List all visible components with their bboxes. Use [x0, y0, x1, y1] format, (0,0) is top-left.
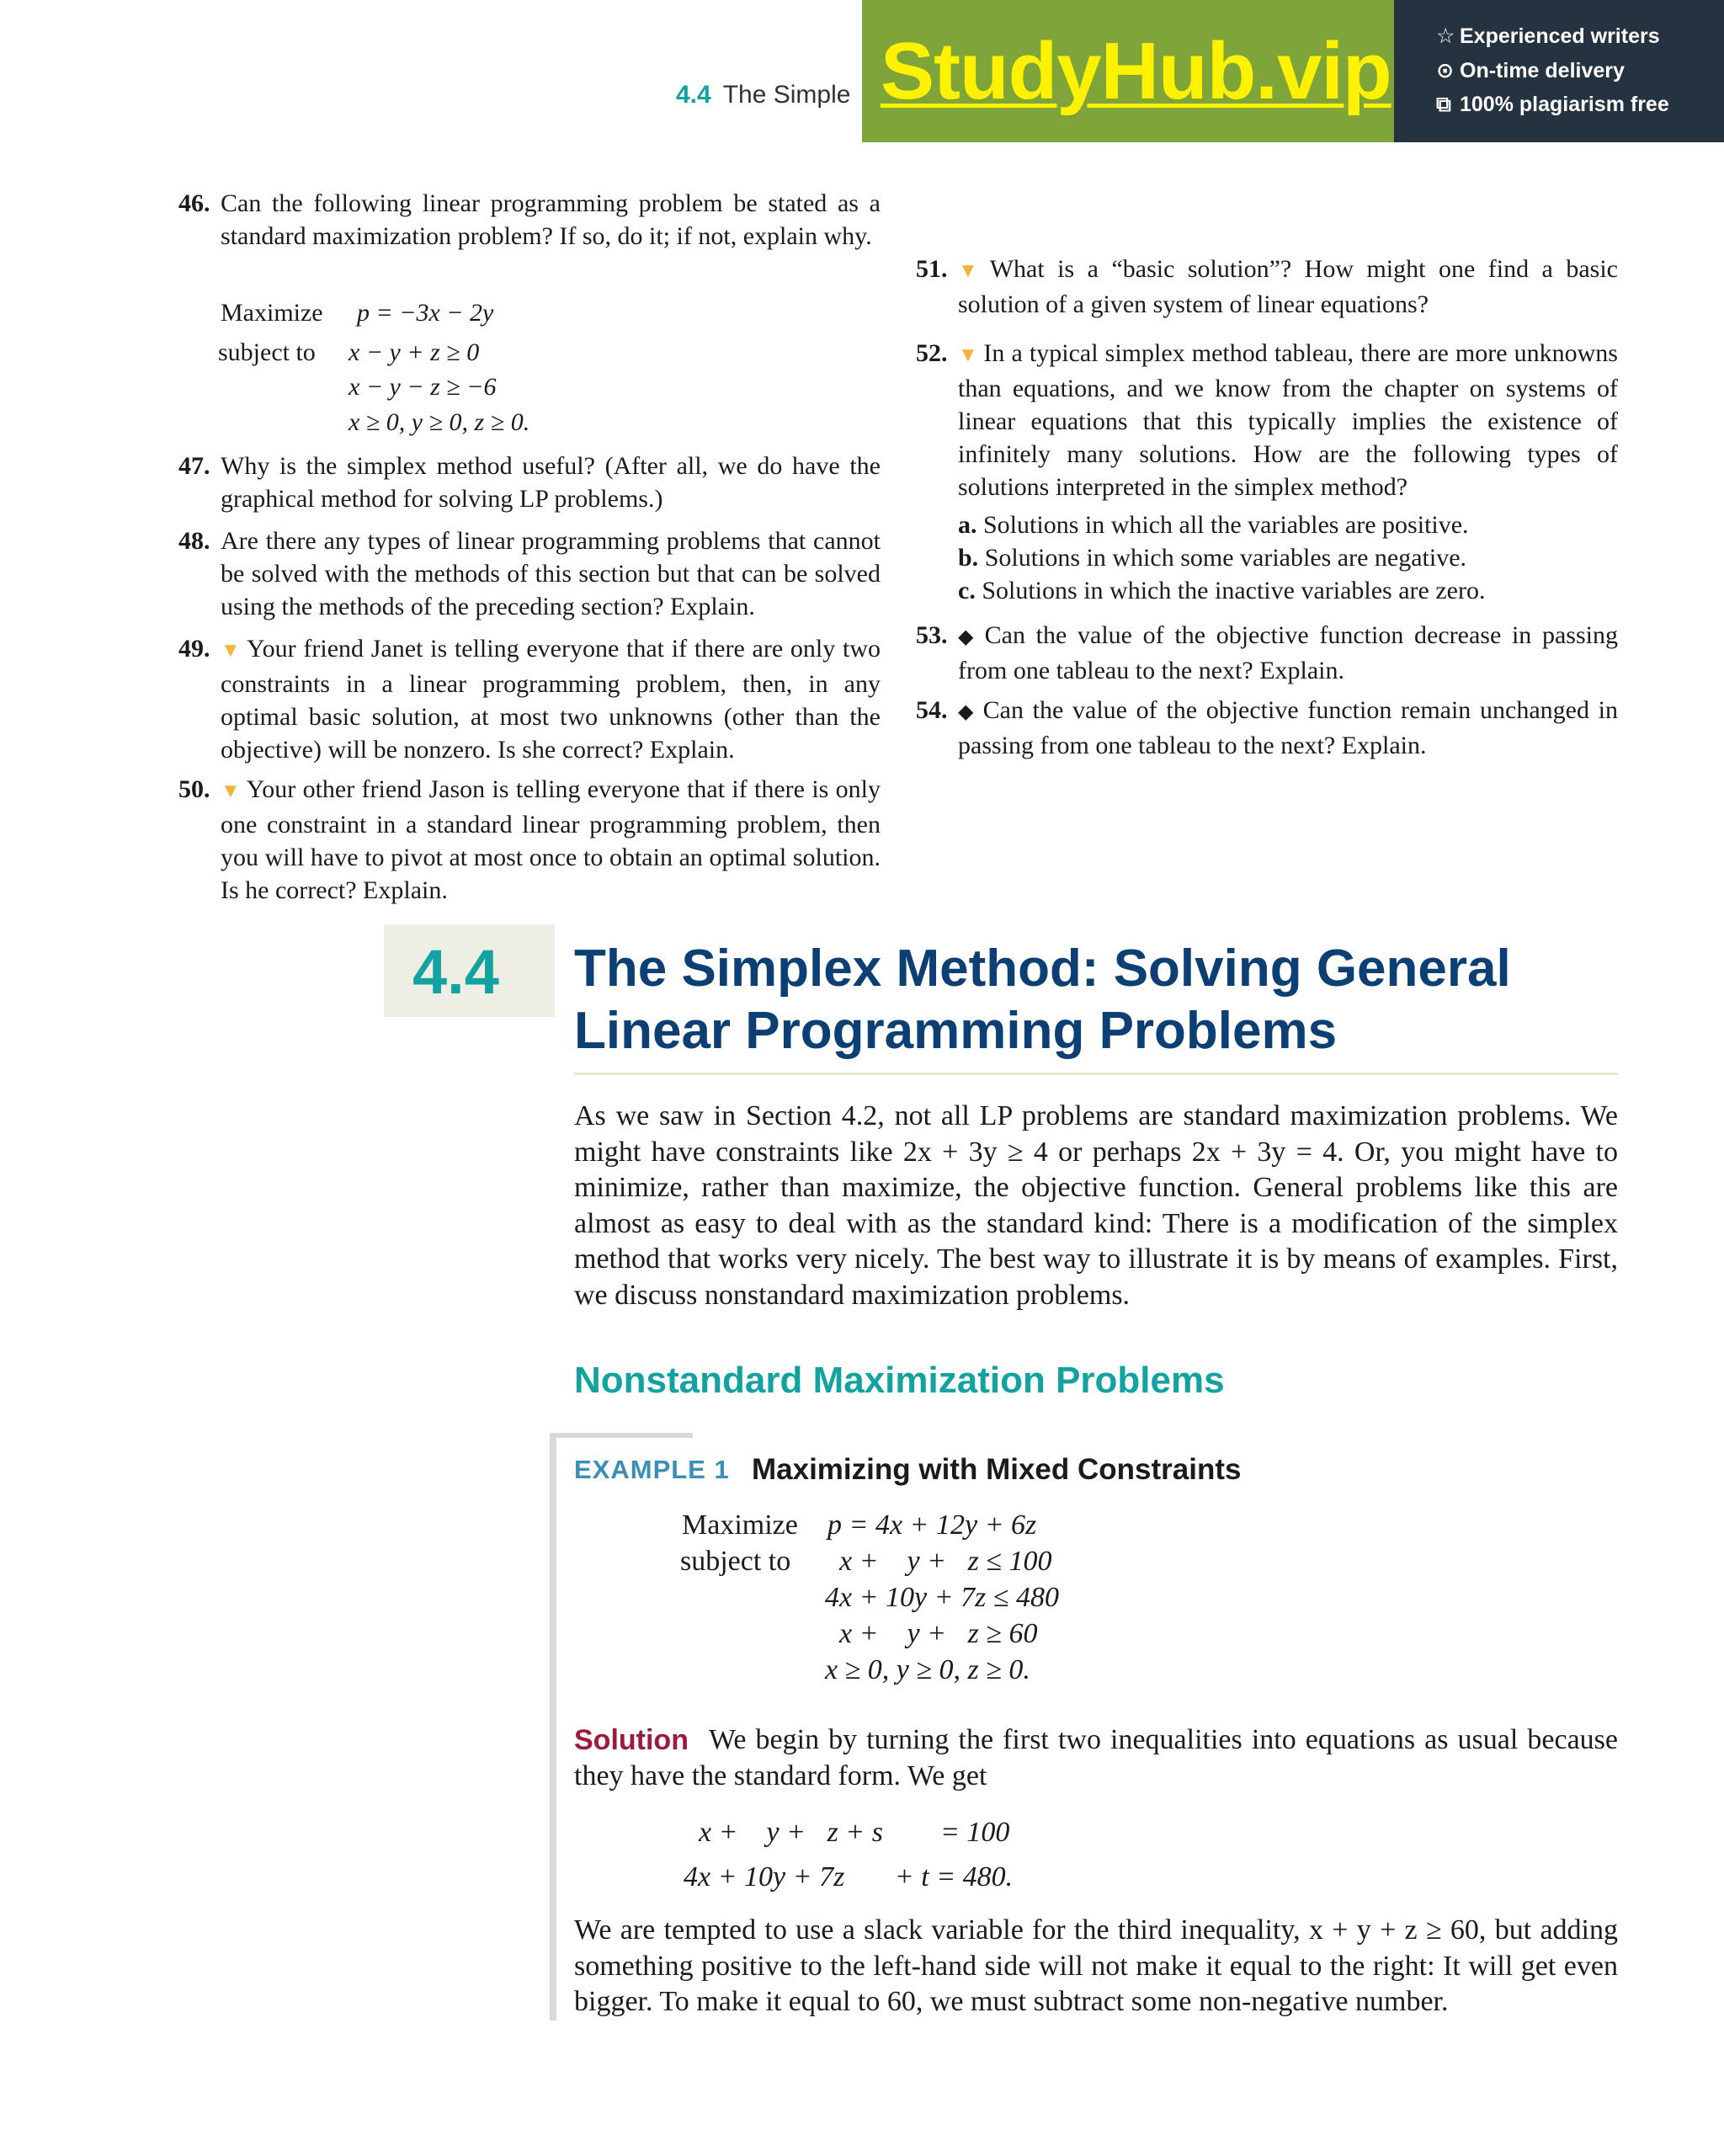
example-continuation-paragraph: We are tempted to use a slack variable for the third inequality, x + y + z ≥ 60, but adding something positive to the left-hand side will not make it equal to the right: It will get even bigger. To make it equal to 60, we must subtract some non-negative number.: [574, 1914, 1618, 2017]
exercise-49: [178, 632, 881, 766]
exercise-number: 48.: [178, 527, 210, 555]
exercise-50: [178, 773, 881, 907]
example-subject-label: subject to: [680, 1546, 791, 1577]
subsection-heading: Nonstandard Maximization Problems: [574, 1360, 1225, 1401]
exercise-number: 49.: [178, 635, 210, 663]
exercise-52-part-c: c. Solutions in which the inactive variables are zero.: [958, 577, 1486, 604]
exercise-text: Why is the simplex method useful? (After all, we do have the graphical method for solving LP problems.): [221, 452, 881, 513]
solution-label: Solution: [574, 1724, 689, 1756]
example-objective: p = 4x + 12y + 6z: [827, 1509, 1037, 1541]
exercise-52-part-b: b. Solutions in which some variables are negative.: [958, 544, 1467, 572]
running-header-section-number: 4.4: [676, 81, 711, 109]
exercise-46-maximize-label: Maximize: [221, 299, 323, 327]
exercise-52-part-a: a. Solutions in which all the variables are positive.: [958, 511, 1469, 539]
section-number: 4.4: [412, 937, 499, 1007]
exercise-text: In a typical simplex method tableau, there are more unknowns than equations, and we know from the chapter on systems of linear equations that this typically implies the existence of infinitely many solutions. How are the following types of solutions interpreted in the simplex method?: [958, 339, 1618, 501]
exercise-number: 54.: [916, 696, 948, 724]
example-constraint: x ≥ 0, y ≥ 0, z ≥ 0.: [825, 1654, 1030, 1685]
triangle-marker-icon: ▼: [221, 640, 242, 662]
exercise-number: 52.: [916, 339, 948, 367]
ad-feature-item: [1436, 58, 1625, 83]
exercise-text: Your other friend Jason is telling everyone that if there is only one constraint in a standard linear programming problem, then you will have to pivot at most once to obtain an optimal solution. Is he correct? Explain.: [221, 775, 881, 904]
exercise-number: 50.: [178, 775, 210, 803]
exercise-text: Can the following linear programming problem be stated as a standard maximization problem? If so, do it; if not, explain why.: [221, 189, 881, 250]
diamond-marker-icon: ◆: [958, 626, 978, 648]
exercise-54: [916, 694, 1618, 762]
ad-feature-item: [1436, 93, 1669, 117]
running-header: [676, 81, 850, 109]
example-constraint: x + y + z ≤ 100: [839, 1546, 1052, 1577]
exercise-text: Are there any types of linear programming problems that cannot be solved with the methods of this section but that can be solved using the methods of the preceding section? Explain.: [221, 527, 881, 620]
exercise-46-constraint: x ≥ 0, y ≥ 0, z ≥ 0.: [349, 408, 530, 436]
exercise-number: 53.: [916, 621, 948, 649]
example-constraint: 4x + 10y + 7z ≤ 480: [825, 1582, 1059, 1613]
clock-icon: ⊙: [1436, 59, 1454, 83]
section-title-rule: [574, 1073, 1618, 1075]
triangle-marker-icon: ▼: [958, 260, 985, 282]
exercise-51: [916, 253, 1618, 321]
exercise-52: [916, 337, 1618, 607]
copy-icon: ⧉: [1436, 93, 1451, 116]
diamond-marker-icon: ◆: [958, 701, 976, 723]
running-header-title: The Simple: [722, 81, 851, 109]
exercise-47: [178, 450, 881, 515]
exercise-46: [178, 187, 881, 253]
ad-feature-text: 100% plagiarism free: [1460, 93, 1669, 116]
exercise-46-subject-label: subject to: [218, 338, 316, 366]
exercise-48: [178, 524, 881, 623]
exercise-number: 47.: [178, 452, 210, 480]
example-equation: 4x + 10y + 7z + t = 480.: [684, 1861, 1014, 1892]
example-equation: x + y + z + s = 100: [699, 1817, 1010, 1848]
exercise-46-constraint: x − y − z ≥ −6: [349, 373, 497, 401]
example-constraint: x + y + z ≥ 60: [839, 1618, 1038, 1649]
exercise-number: 51.: [916, 255, 948, 283]
section-intro-paragraph: As we saw in Section 4.2, not all LP problems are standard maximization problems. We might have constraints like 2x + 3y ≥ 4 or perhaps 2x + 3y = 4. Or, you might have to minimize, rather than maximize, the objective function. General problems like this are almost as easy to deal with as the standard kind: There is a modification of the simplex method that works very nicely. The best way to illustrate it is by means of examples. First, we discuss nonstandard maximization problems.: [574, 1100, 1618, 1311]
exercise-text: Your friend Janet is telling everyone that if there are only two constraints in a linear programming problem, then, in any optimal basic solution, at most two unknowns (other than the objective) will be nonzero. Is she correct? Explain.: [221, 635, 881, 764]
exercise-text: Can the value of the objective function decrease in passing from one tableau to the next? Explain.: [958, 621, 1618, 684]
solution-paragraph: We begin by turning the first two inequalities into equations as usual because they have the standard form. We get: [574, 1724, 1618, 1791]
exercise-text: Can the value of the objective function remain unchanged in passing from one tableau to the next? Explain.: [958, 696, 1618, 759]
exercise-46-objective: p = −3x − 2y: [357, 299, 494, 327]
exercise-text: What is a “basic solution”? How might one find a basic solution of a given system of linear equations?: [958, 255, 1618, 318]
star-outline-icon: ☆: [1436, 24, 1455, 48]
section-title: The Simplex Method: Solving General Linear Programming Problems: [574, 940, 1511, 1060]
example-maximize-label: Maximize: [682, 1509, 798, 1541]
example-sidebar-rule: [550, 1433, 556, 2020]
exercise-46-constraint: x − y + z ≥ 0: [349, 338, 480, 366]
example-top-rule: [550, 1433, 693, 1438]
ad-feature-text: Experienced writers: [1460, 24, 1660, 48]
ad-logo[interactable]: StudyHub.vip: [881, 26, 1391, 116]
ad-feature-text: On-time delivery: [1460, 59, 1625, 83]
triangle-marker-icon: ▼: [221, 780, 242, 802]
ad-feature-item: [1436, 24, 1660, 49]
exercise-53: [916, 619, 1618, 687]
exercise-number: 46.: [178, 189, 210, 217]
example-label: EXAMPLE 1: [574, 1455, 730, 1484]
triangle-marker-icon: ▼: [958, 344, 979, 366]
example-title: Maximizing with Mixed Constraints: [752, 1453, 1242, 1486]
